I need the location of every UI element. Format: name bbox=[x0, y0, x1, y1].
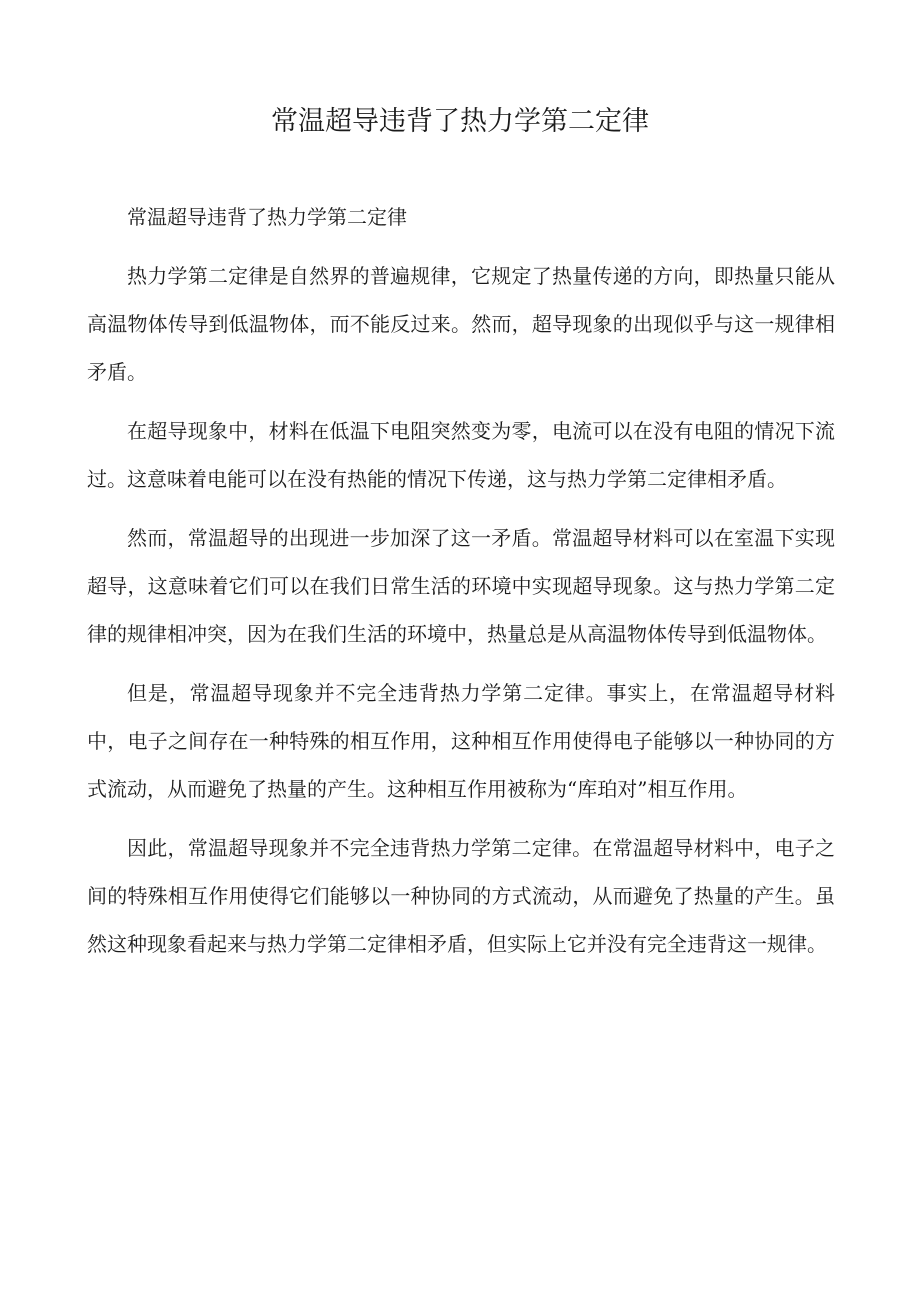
paragraph-conclusion: 因此，常温超导现象并不完全违背热力学第二定律。在常温超导材料中，电子之间的特殊相互作用使得它们能够以一种协同的方式流动，从而避免了热量的产生。虽然这种现象看起来与热力学第二定律相矛盾，但实际上它并没有完全违背这一规律。 bbox=[87, 836, 835, 956]
paragraph-cooper-pairs: 但是，常温超导现象并不完全违背热力学第二定律。事实上，在常温超导材料中，电子之间存在一种特殊的相互作用，这种相互作用使得电子能够以一种协同的方式流动，从而避免了热量的产生。这种相互作用被称为“库珀对”相互作用。 bbox=[87, 681, 835, 801]
paragraph-subtitle: 常温超导违背了热力学第二定律 bbox=[127, 205, 407, 229]
document-body bbox=[87, 193, 835, 979]
paragraph-superconductivity: 在超导现象中，材料在低温下电阻突然变为零，电流可以在没有电阻的情况下流过。这意味着电能可以在没有热能的情况下传递，这与热力学第二定律相矛盾。 bbox=[87, 419, 835, 491]
paragraph-second-law: 热力学第二定律是自然界的普遍规律，它规定了热量传递的方向，即热量只能从高温物体传导到低温物体，而不能反过来。然而，超导现象的出现似乎与这一规律相矛盾。 bbox=[87, 264, 835, 384]
paragraph-room-temperature: 然而，常温超导的出现进一步加深了这一矛盾。常温超导材料可以在室温下实现超导，这意味着它们可以在我们日常生活的环境中实现超导现象。这与热力学第二定律的规律相冲突，因为在我们生活的环境中，热量总是从高温物体传导到低温物体。 bbox=[87, 526, 835, 646]
document-title: 常温超导违背了热力学第二定律 bbox=[271, 106, 649, 137]
